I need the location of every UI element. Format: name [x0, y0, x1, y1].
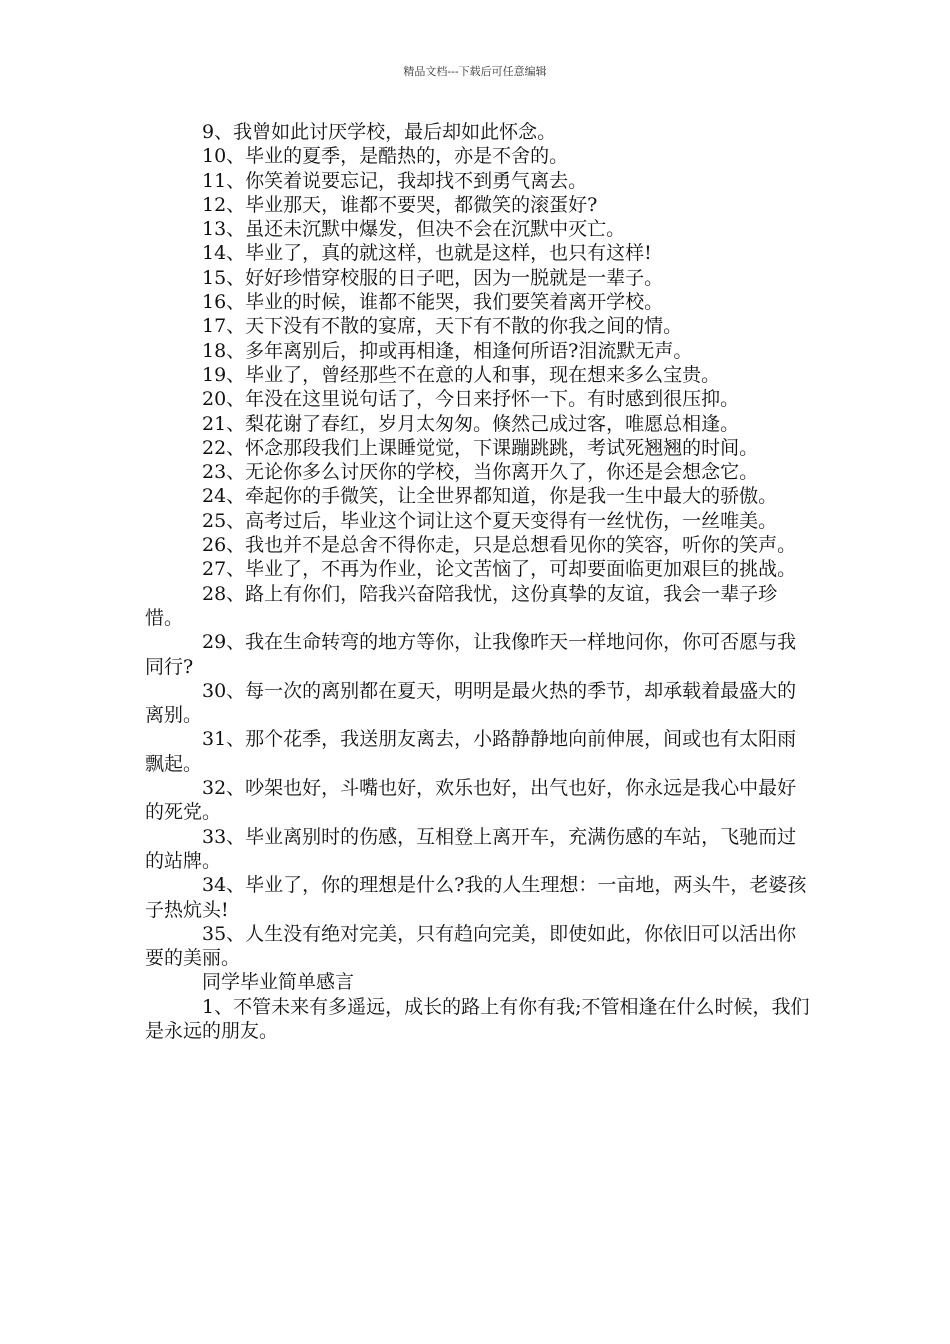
paragraph: 27、毕业了，不再为作业，论文苦恼了，可却要面临更加艰巨的挑战。 — [202, 558, 797, 581]
paragraph: 26、我也并不是总舍不得你走，只是总想看见你的笑容，听你的笑声。 — [202, 534, 797, 557]
paragraph: 18、多年离别后，抑或再相逢，相逢何所语?泪流默无声。 — [202, 339, 693, 362]
paragraph: 34、毕业了，你的理想是什么?我的人生理想：一亩地，两头牛，老婆孩子热炕头! — [145, 874, 807, 921]
paragraph: 22、怀念那段我们上课睡觉觉，下课蹦跳跳，考试死翘翘的时间。 — [202, 436, 759, 459]
paragraph: 15、好好珍惜穿校服的日子吧，因为一脱就是一辈子。 — [202, 266, 664, 289]
paragraph: 17、天下没有不散的宴席，天下有不散的你我之间的情。 — [202, 315, 683, 338]
paragraph: 9、我曾如此讨厌学校，最后却如此怀念。 — [202, 121, 557, 143]
paragraph: 24、牵起你的手微笑，让全世界都知道，你是我一生中最大的骄傲。 — [202, 485, 778, 508]
page-header: 精品文档---下载后可任意编辑 — [403, 65, 547, 78]
paragraph: 32、吵架也好，斗嘴也好，欢乐也好，出气也好，你永远是我心中最好的死党。 — [145, 777, 797, 824]
paragraph: 28、路上有你们，陪我兴奋陪我忧，这份真挚的友谊，我会一辈子珍惜。 — [145, 582, 778, 629]
paragraph: 20、年没在这里说句话了，今日来抒怀一下。有时感到很压抑。 — [202, 388, 740, 411]
paragraph: 13、虽还未沉默中爆发，但决不会在沉默中灭亡。 — [202, 218, 626, 241]
paragraph: 33、毕业离别时的伤感，互相登上离开车，充满伤感的车站，飞驰而过的站牌。 — [145, 825, 797, 872]
paragraph: 16、毕业的时候，谁都不能哭，我们要笑着离开学校。 — [202, 291, 664, 314]
document-body — [145, 120, 810, 1043]
paragraph: 1、不管未来有多遥远，成长的路上有你有我;不管相逢在什么时候，我们是永远的朋友。 — [145, 995, 810, 1042]
paragraph: 19、毕业了，曾经那些不在意的人和事，现在想来多么宝贵。 — [202, 363, 721, 386]
paragraph: 12、毕业那天，谁都不要哭，都微笑的滚蛋好? — [202, 193, 598, 216]
paragraph: 25、高考过后，毕业这个词让这个夏天变得有一丝忧伤，一丝唯美。 — [202, 509, 778, 532]
paragraph: 14、毕业了，真的就这样，也就是这样，也只有这样! — [202, 242, 652, 265]
paragraph: 29、我在生命转弯的地方等你，让我像昨天一样地问你，你可否愿与我同行? — [145, 631, 797, 678]
paragraph: 21、梨花谢了春红，岁月太匆匆。倏然己成过客，唯愿总相逢。 — [202, 412, 740, 435]
paragraph: 10、毕业的夏季，是酷热的，亦是不舍的。 — [202, 145, 569, 168]
paragraph: 11、你笑着说要忘记，我却找不到勇气离去。 — [202, 169, 588, 192]
paragraph: 23、无论你多么讨厌你的学校，当你离开久了，你还是会想念它。 — [202, 461, 759, 484]
paragraph: 30、每一次的离别都在夏天，明明是最火热的季节，却承载着最盛大的离别。 — [145, 679, 797, 727]
paragraph: 35、人生没有绝对完美，只有趋向完美，即使如此，你依旧可以活出你要的美丽。 — [145, 922, 797, 970]
section-heading: 同学毕业简单感言 — [202, 971, 355, 994]
paragraph: 31、那个花季，我送朋友离去，小路静静地向前伸展，间或也有太阳雨飘起。 — [145, 728, 797, 775]
